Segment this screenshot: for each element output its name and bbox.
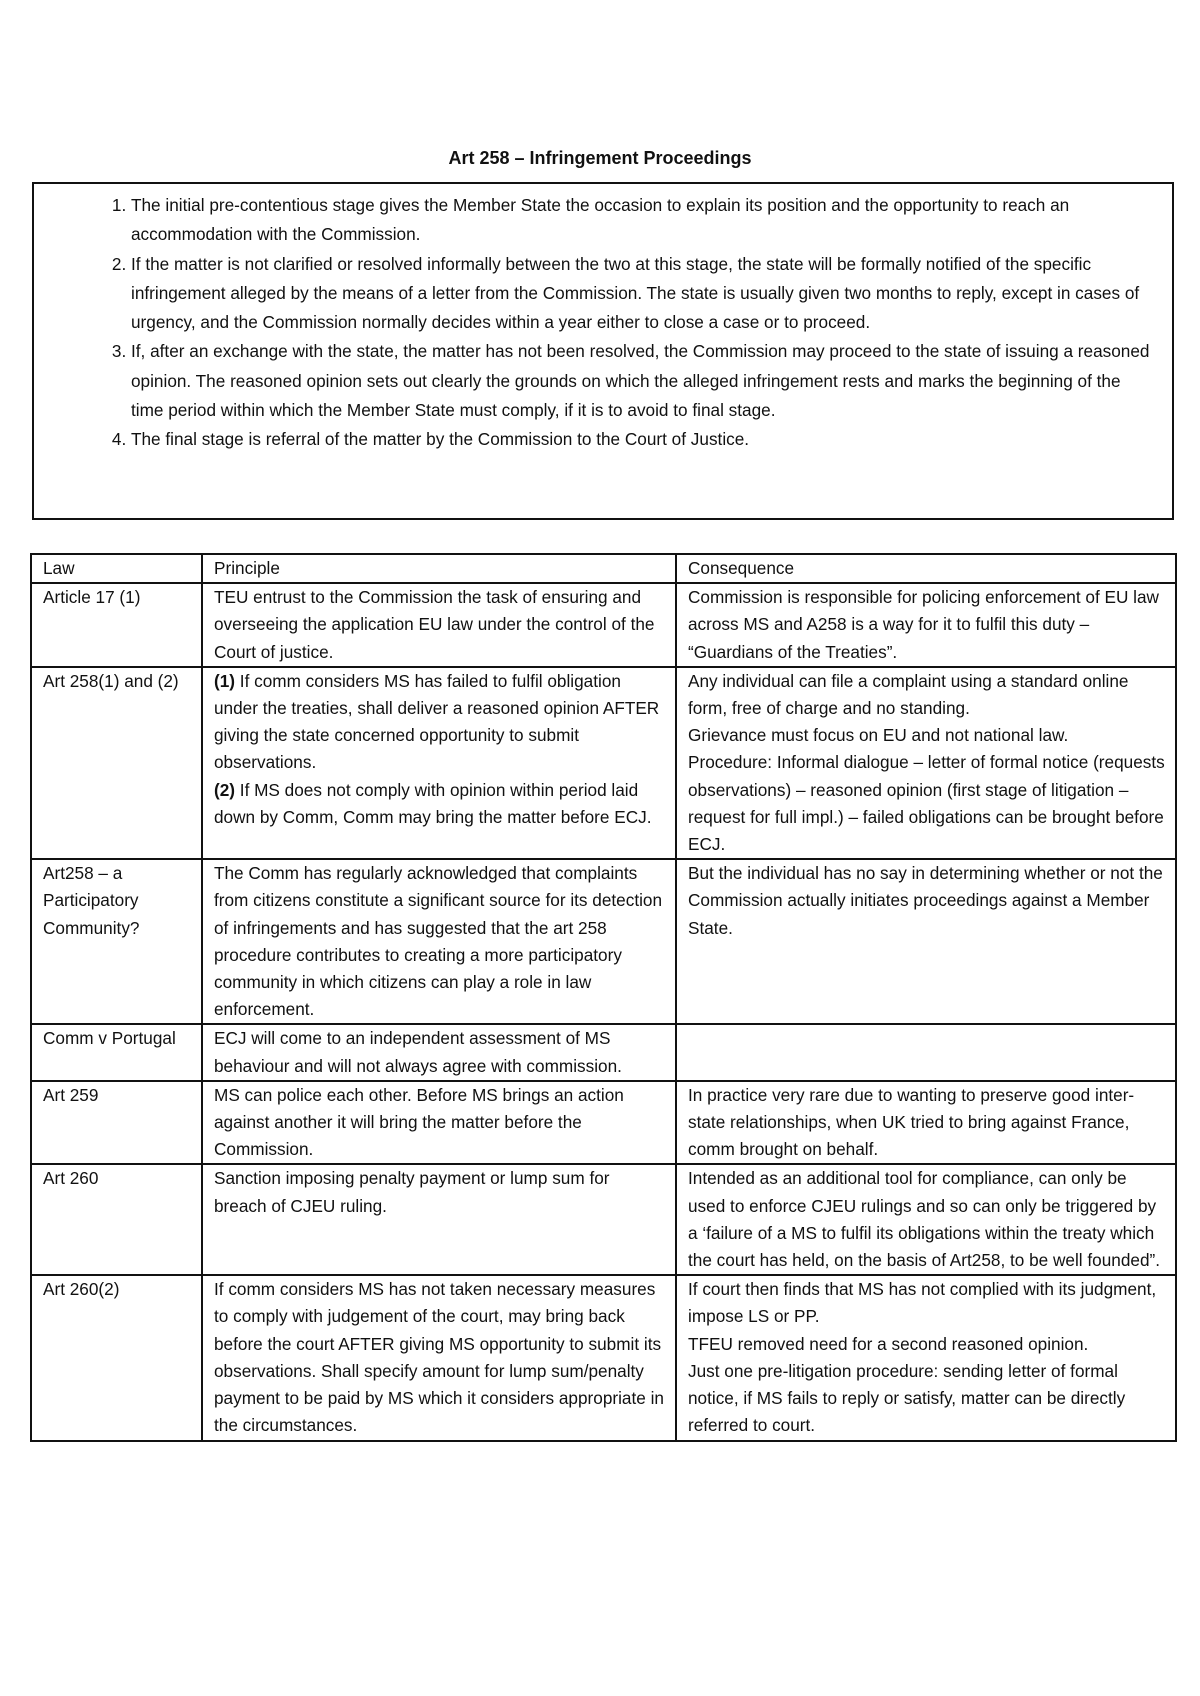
consequence-paragraph: Grievance must focus on EU and not national law. <box>688 725 1069 746</box>
law-cell: Art 259 <box>31 1081 202 1165</box>
procedure-step: 2. If the matter is not clarified or resolved informally between the two at this stage, the state will be formally notified of the specific infringement alleged by the means of a letter from the Commission. The state is usually given two months to reply, except in cases of urgency, and the Commission normally decides within a year either to close a case or to proceed. <box>131 250 1152 338</box>
consequence-cell: But the individual has no say in determining whether or not the Commission actually initiates proceedings against a Member State. <box>676 859 1176 1024</box>
law-cell: Comm v Portugal <box>31 1024 202 1080</box>
table-row <box>31 667 1176 859</box>
principle-cell <box>202 667 676 859</box>
page-title: Art 258 – Infringement Proceedings <box>448 148 752 168</box>
procedure-step: 3. If, after an exchange with the state, the matter has not been resolved, the Commission may proceed to the state of issuing a reasoned opinion. The reasoned opinion sets out clearly the grounds on which the alleged infringement rests and marks the beginning of the time period within which the Member State must comply, if it is to avoid to final stage. <box>131 337 1152 425</box>
law-cell: Art 258(1) and (2) <box>31 667 202 859</box>
table-header-row <box>31 554 1176 583</box>
table-row <box>31 1081 1176 1165</box>
consequence-paragraph: Procedure: Informal dialogue – letter of formal notice (requests observations) – reasoned opinion (first stage of litigation – request for full impl.) – failed obligations can be brought before ECJ. <box>688 752 1165 855</box>
paragraph-text: If comm considers MS has failed to fulfil obligation under the treaties, shall deliver a reasoned opinion AFTER giving the state concerned opportunity to submit observations. <box>214 670 660 773</box>
principle-cell: TEU entrust to the Commission the task of ensuring and overseeing the application EU law under the control of the Court of justice. <box>202 583 676 667</box>
law-table <box>30 553 1177 1442</box>
consequence-cell <box>676 1275 1176 1440</box>
law-cell: Article 17 (1) <box>31 583 202 667</box>
header-law: Law <box>31 554 202 583</box>
consequence-cell <box>676 1024 1176 1080</box>
consequence-paragraph: If court then finds that MS has not complied with its judgment, impose LS or PP. <box>688 1279 1157 1327</box>
paragraph-number: (1) <box>214 670 236 691</box>
procedure-steps-list <box>34 184 1172 455</box>
header-principle: Principle <box>202 554 676 583</box>
principle-cell: ECJ will come to an independent assessment of MS behaviour and will not always agree with commission. <box>202 1024 676 1080</box>
table-row <box>31 1275 1176 1440</box>
table-row <box>31 1164 1176 1275</box>
procedure-steps-box <box>32 182 1174 520</box>
consequence-cell: Intended as an additional tool for compliance, can only be used to enforce CJEU rulings and so can only be triggered by a ‘failure of a MS to fulfil its obligations within the treaty which the court has held, on the basis of Art258, to be well founded”. <box>676 1164 1176 1275</box>
consequence-paragraph: Any individual can file a complaint using a standard online form, free of charge and no standing. <box>688 670 1129 719</box>
paragraph-text: If MS does not comply with opinion within period laid down by Comm, Comm may bring the matter before ECJ. <box>214 779 652 827</box>
consequence-paragraph: TFEU removed need for a second reasoned opinion. <box>688 1333 1089 1354</box>
table-row <box>31 583 1176 667</box>
principle-cell: MS can police each other. Before MS brings an action against another it will bring the matter before the Commission. <box>202 1081 676 1165</box>
principle-cell: The Comm has regularly acknowledged that complaints from citizens constitute a significant source for its detection of infringements and has suggested that the art 258 procedure contributes to creating a more participatory community in which citizens can play a role in law enforcement. <box>202 859 676 1024</box>
law-cell: Art 260 <box>31 1164 202 1275</box>
procedure-step: 1. The initial pre-contentious stage gives the Member State the occasion to explain its position and the opportunity to reach an accommodation with the Commission. <box>131 191 1152 250</box>
header-consequence: Consequence <box>676 554 1176 583</box>
principle-paragraph <box>214 777 665 831</box>
principle-cell: If comm considers MS has not taken necessary measures to comply with judgement of the court, may bring back before the court AFTER giving MS opportunity to submit its observations. Shall specify amount for lump sum/penalty payment to be paid by MS which it considers appropriate in the circumstances. <box>202 1275 676 1440</box>
table-row <box>31 1024 1176 1080</box>
law-cell: Art 260(2) <box>31 1275 202 1440</box>
paragraph-number: (2) <box>214 779 236 800</box>
procedure-step: 4. The final stage is referral of the matter by the Commission to the Court of Justice. <box>131 425 1152 454</box>
principle-cell: Sanction imposing penalty payment or lump sum for breach of CJEU ruling. <box>202 1164 676 1275</box>
consequence-paragraph: Just one pre-litigation procedure: sending letter of formal notice, if MS fails to reply or satisfy, matter can be directly referred to court. <box>688 1360 1126 1436</box>
consequence-cell <box>676 667 1176 859</box>
principle-paragraph <box>214 668 665 777</box>
consequence-cell: In practice very rare due to wanting to preserve good inter-state relationships, when UK tried to bring against France, comm brought on behalf. <box>676 1081 1176 1165</box>
consequence-cell: Commission is responsible for policing enforcement of EU law across MS and A258 is a way for it to fulfil this duty – “Guardians of the Treaties”. <box>676 583 1176 667</box>
law-cell: Art258 – a Participatory Community? <box>31 859 202 1024</box>
table-row <box>31 859 1176 1024</box>
